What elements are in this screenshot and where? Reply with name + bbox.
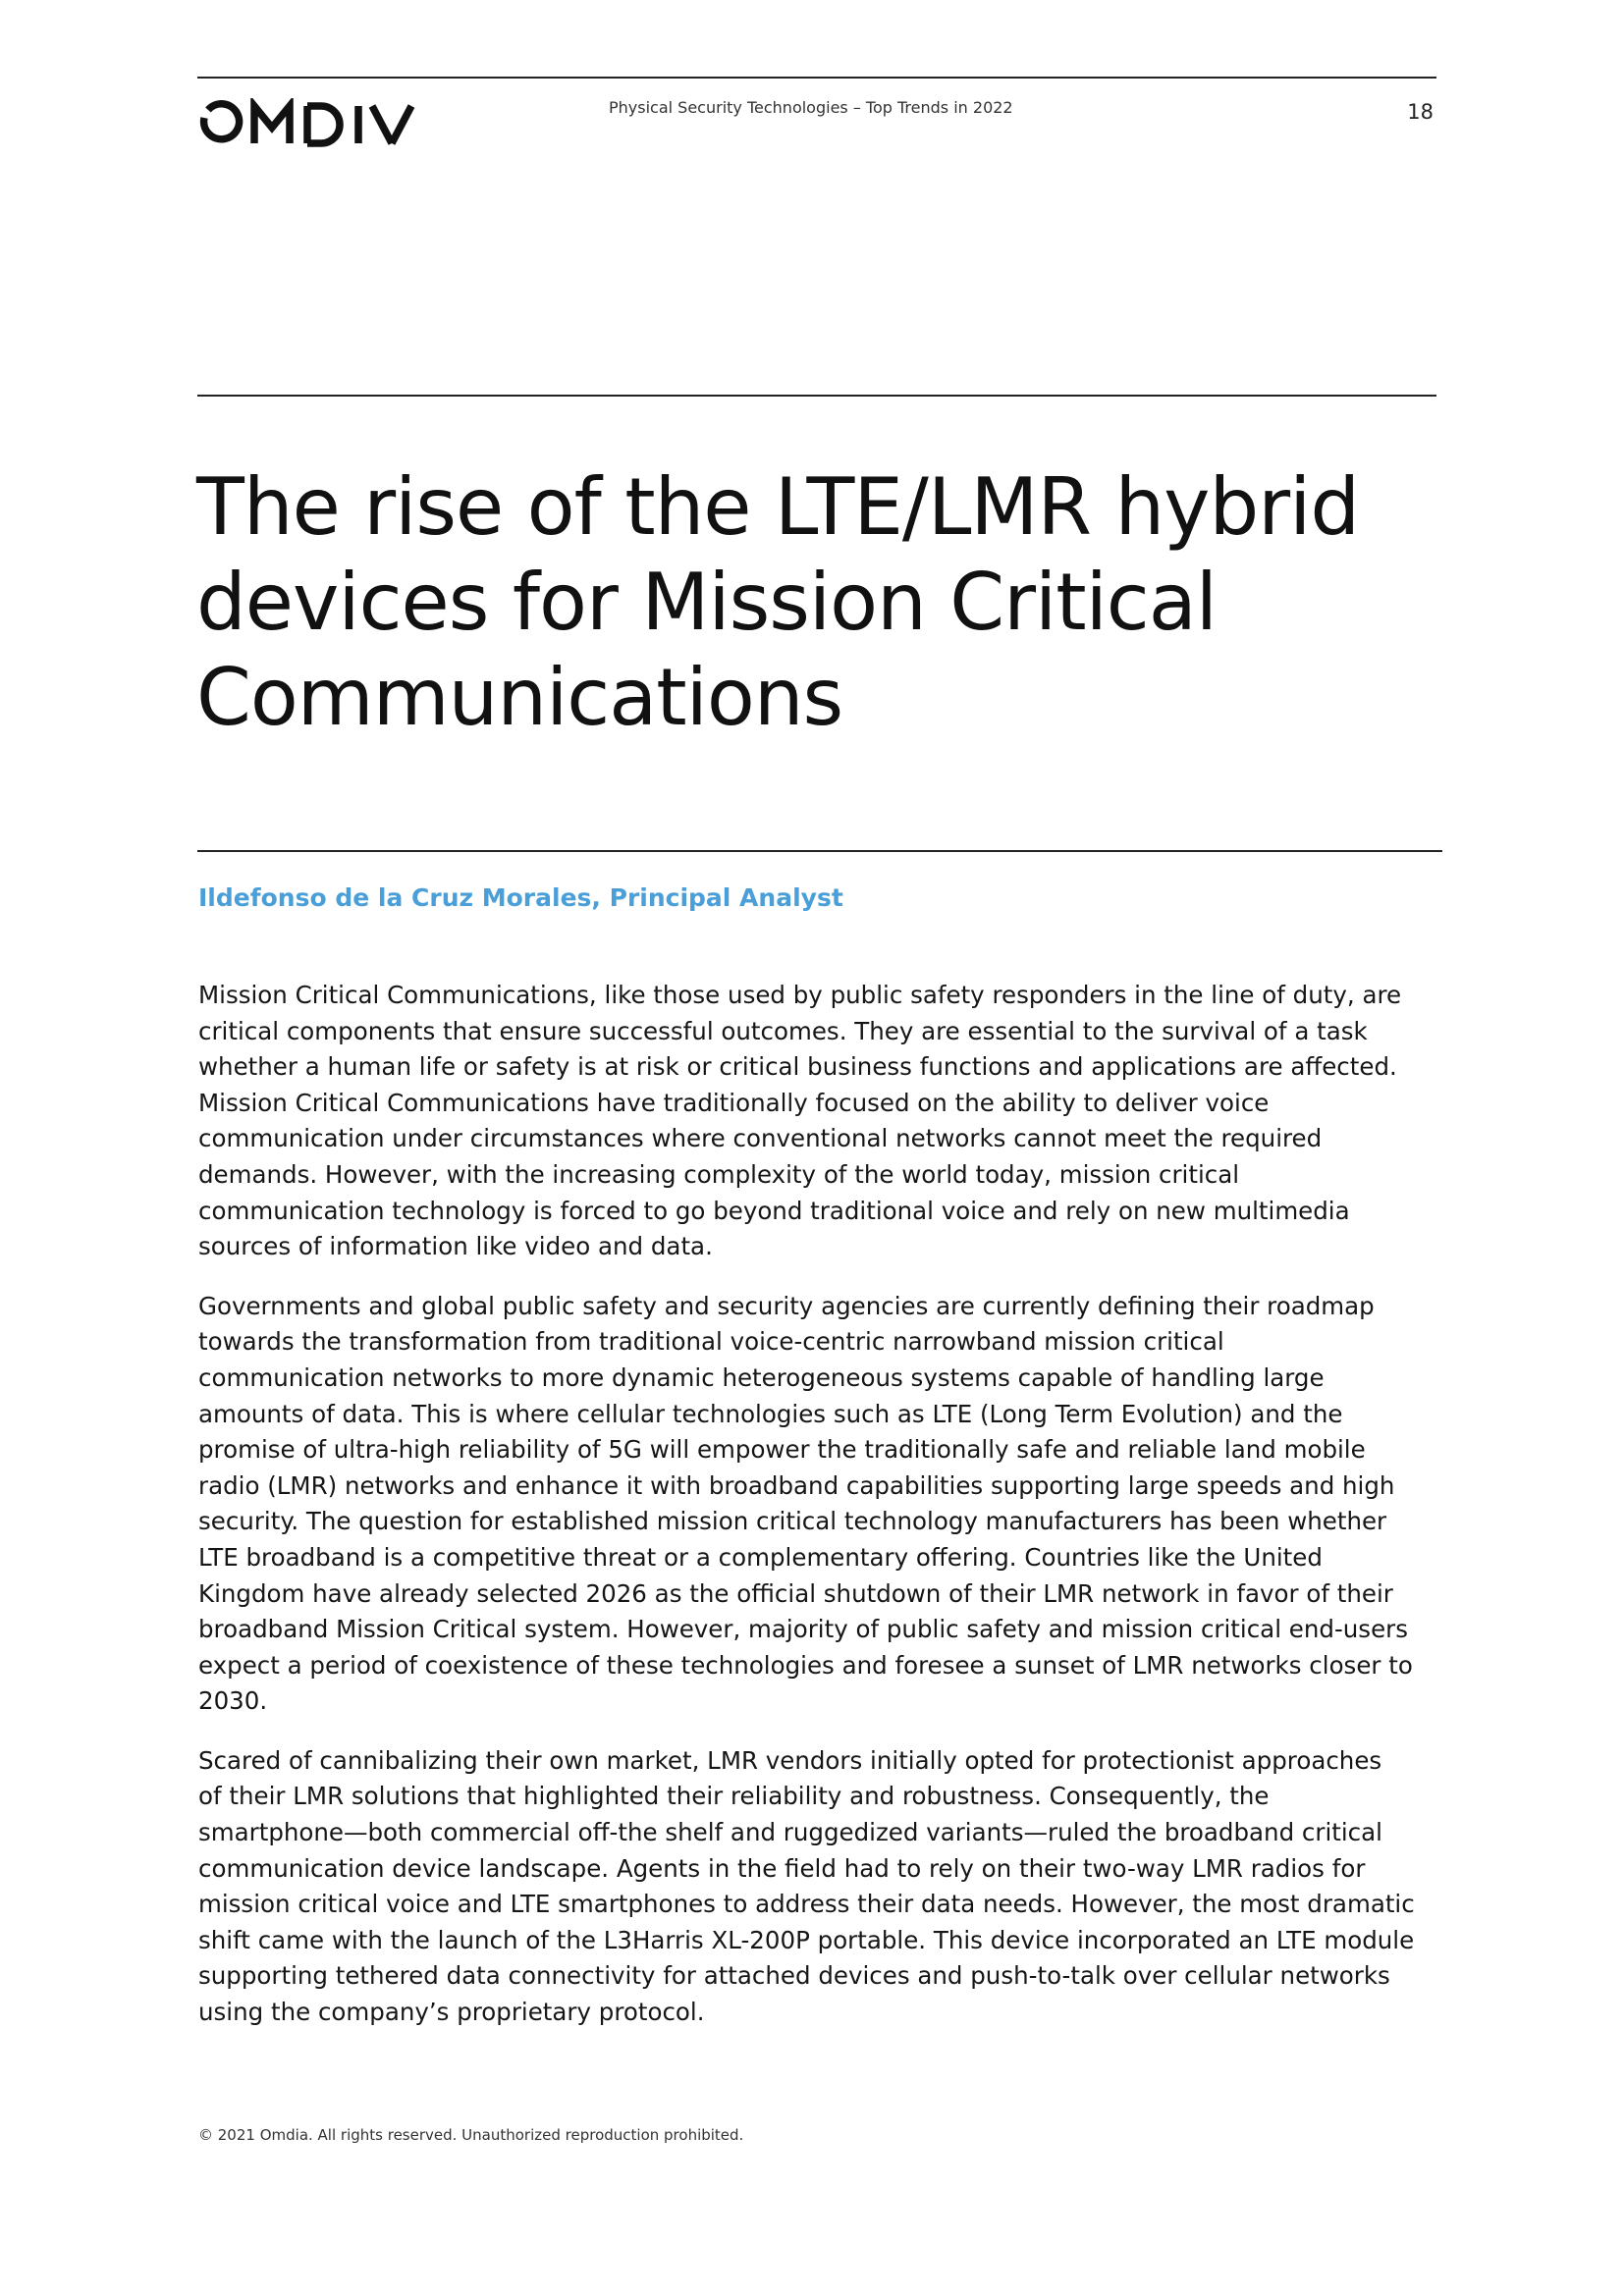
body-line: promise of ultra-high reliability of 5G will empower the traditionally safe and reliable land mobile [198, 1435, 1366, 1465]
body-line: towards the transformation from traditional voice-centric narrowband mission critical [198, 1327, 1224, 1357]
title-line: devices for Mission Critical [196, 557, 1218, 648]
body-line: LTE broadband is a competitive threat or a complementary offering. Countries like the United [198, 1542, 1323, 1572]
body-line: supporting tethered data connectivity for attached devices and push-to-talk over cellular networks [198, 1961, 1390, 1991]
article-body [198, 978, 1475, 2055]
body-line: using the company’s proprietary protocol. [198, 1998, 705, 2027]
body-line: of their LMR solutions that highlighted their reliability and robustness. Consequently, the [198, 1782, 1270, 1811]
body-line: Mission Critical Communications, like those used by public safety responders in the line of duty, are [198, 981, 1402, 1009]
body-line: communication technology is forced to go beyond traditional voice and rely on new multimedia [198, 1196, 1350, 1225]
body-line: communication device landscape. Agents in the field had to rely on their two-way LMR radios for [198, 1853, 1366, 1883]
body-line: sources of information like video and data. [198, 1232, 713, 1261]
body-line: expect a period of coexistence of these technologies and foresee a sunset of LMR networks closer to [198, 1650, 1413, 1680]
article-title [196, 459, 1463, 745]
author-byline: Ildefonso de la Cruz Morales, Principal Analyst [198, 883, 843, 912]
body-line: communication under circumstances where conventional networks cannot meet the required [198, 1124, 1323, 1153]
body-line: amounts of data. This is where cellular technologies such as LTE (Long Term Evolution) and the [198, 1399, 1343, 1428]
paragraph-3 [198, 1743, 1475, 2031]
body-line: broadband Mission Critical system. However, majority of public safety and mission critical end-users [198, 1615, 1408, 1644]
body-line: Scared of cannibalizing their own market, LMR vendors initially opted for protectionist approaches [198, 1745, 1382, 1775]
header-rule [197, 77, 1436, 79]
body-line: security. The question for established mission critical technology manufacturers has been whether [198, 1507, 1387, 1536]
copyright-footer: © 2021 Omdia. All rights reserved. Unauthorized reproduction prohibited. [198, 2126, 744, 2144]
omdia-logo-mark [199, 98, 419, 149]
body-line: Governments and global public safety and security agencies are currently defining their roadmap [198, 1291, 1375, 1320]
body-line: mission critical voice and LTE smartphones to address their data needs. However, the most dramatic [198, 1890, 1415, 1919]
body-line: Kingdom have already selected 2026 as the official shutdown of their LMR network in favor of their [198, 1578, 1393, 1608]
title-line: The rise of the LTE/LMR hybrid [196, 461, 1360, 553]
paragraph-1 [198, 978, 1475, 1265]
body-line: communication networks to more dynamic heterogeneous systems capable of handling large [198, 1362, 1325, 1392]
title-top-rule [197, 395, 1436, 397]
title-line: Communications [196, 652, 843, 743]
body-line: demands. However, with the increasing complexity of the world today, mission critical [198, 1159, 1240, 1189]
title-bottom-rule [197, 850, 1442, 852]
body-line: shift came with the launch of the L3Harris XL-200P portable. This device incorporated an LTE module [198, 1925, 1415, 1954]
omdia-logo [199, 98, 419, 149]
body-line: radio (LMR) networks and enhance it with broadband capabilities supporting large speeds and high [198, 1470, 1395, 1500]
body-line: critical components that ensure successful outcomes. They are essential to the survival of a task [198, 1016, 1368, 1045]
body-line: 2030. [198, 1686, 268, 1716]
body-line: whether a human life or safety is at risk or critical business functions and applications are affected. [198, 1052, 1397, 1082]
body-line: Mission Critical Communications have traditionally focused on the ability to deliver voice [198, 1088, 1270, 1117]
paragraph-2 [198, 1289, 1475, 1720]
body-line: smartphone—both commercial off-the shelf and ruggedized variants—ruled the broadband critical [198, 1818, 1382, 1847]
document-title: Physical Security Technologies – Top Trends in 2022 [609, 98, 1013, 117]
page-number: 18 [1407, 100, 1434, 124]
